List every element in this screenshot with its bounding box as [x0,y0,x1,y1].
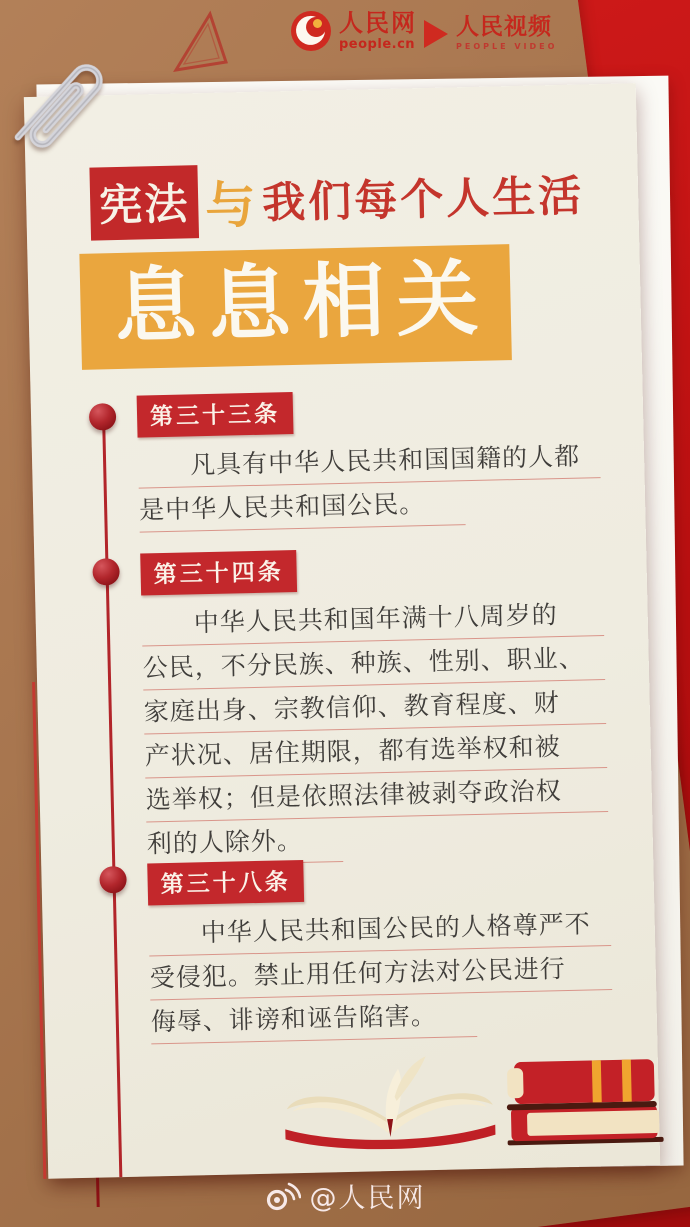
article-section-33 [137,385,602,532]
people-cn-title: 人民网 [339,9,417,37]
poster-title [77,156,587,370]
timeline-bullet [89,403,117,431]
article-text-line: 中华人民共和国年满十八周岁的 [141,592,604,646]
article-text-line: 凡具有中华人民共和国国籍的人都 [138,434,601,488]
people-video-logo [424,16,557,51]
article-section-34 [140,543,609,866]
title-line-1 [77,156,585,240]
article-text-line: 中华人民共和国公民的人格尊严不 [148,902,611,956]
article-number-badge: 第三十三条 [137,392,294,438]
title-connector: 与 [204,175,256,235]
article-body [148,902,613,1044]
article-body [141,592,609,866]
article-text-line: 公民，不分民族、种族、性别、职业、 [142,636,605,690]
people-cn-swirl-icon [290,10,332,52]
title-highlight: 宪法 [89,165,199,240]
article-text-line: 产状况、居住期限，都有选举权和被 [144,724,607,778]
triangle-logo-icon [150,10,234,76]
title-rest: 我们每个人生活 [261,171,585,229]
people-video-subtitle: PEOPLE VIDEO [456,42,558,51]
article-section-38 [147,853,613,1044]
article-text-line: 受侵犯。禁止用任何方法对公民进行 [149,946,612,1000]
weibo-handle: @人民网 [309,1183,426,1214]
people-video-title: 人民视频 [456,14,552,40]
article-card [24,83,660,1179]
timeline-bullet [92,558,120,586]
article-text-line: 家庭出身、宗教信仰、教育程度、财 [143,680,606,734]
article-number-badge: 第三十八条 [147,860,304,906]
article-number-badge: 第三十四条 [140,550,297,596]
people-cn-logo [290,10,417,52]
article-text-line: 是中华人民共和国公民。 [139,481,466,532]
article-text-line: 选举权；但是依照法律被剥夺政治权 [145,768,608,822]
footer [0,1176,690,1215]
article-text-line: 利的人除外。 [146,818,343,866]
timeline-line [102,413,122,1177]
books-illustration [273,1041,667,1164]
article-body [138,434,602,532]
timeline-bullet [99,866,127,894]
weibo-icon [265,1181,301,1211]
article-text-line: 侮辱、诽谤和诬告陷害。 [150,993,477,1044]
play-icon [424,20,448,48]
people-cn-domain: people.cn [339,37,416,52]
title-line-2: 息息相关 [79,244,512,370]
